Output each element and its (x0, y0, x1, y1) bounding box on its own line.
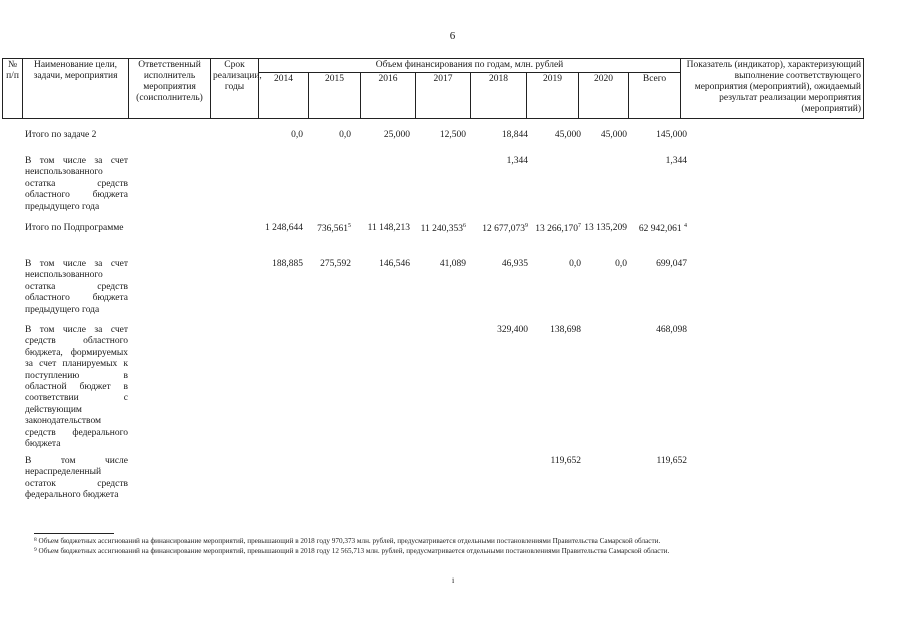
cell-2020: 0,0 (615, 259, 627, 269)
cell-2020: 45,000 (600, 130, 627, 140)
footnote-ref: 5 (348, 223, 351, 229)
cell-2015: 275,592 (320, 259, 351, 269)
header-funding-title: Объем финансирования по годам, млн. рублей (259, 59, 681, 73)
header-year: 2016 (361, 73, 416, 119)
cell-2019: 0,0 (569, 259, 581, 269)
cell-total: 468,098 (656, 325, 687, 335)
footnote-separator (34, 533, 114, 534)
header-year: 2014 (259, 73, 309, 119)
row-label: В том числе за счет неиспользованного остатка средств областного бюджета предыдущего года (25, 156, 128, 212)
header-name: Наименование цели, задачи, мероприятия (23, 59, 129, 119)
footnote-mark: 8 (34, 537, 37, 543)
header-year: 2018 (471, 73, 527, 119)
header-responsible: Ответственный исполнитель мероприятия (соисполнитель) (129, 59, 211, 119)
table-header (2, 58, 864, 119)
header-num: № п/п (3, 59, 23, 119)
cell-2014: 1 248,644 (265, 223, 303, 233)
cell-2014: 0,0 (291, 130, 303, 140)
row-label: Итого по Подпрограмме (25, 223, 124, 233)
footnote-ref: 6 (463, 223, 466, 229)
row-label: В том числе нераспределенный остаток средств федерального бюджета (25, 456, 128, 501)
header-term: Срок реализации, годы (211, 59, 259, 119)
cell-2019: 119,652 (550, 456, 581, 466)
footnote-ref: 7 (578, 223, 581, 229)
cell-2019: 13 266,170$^7$ (535, 223, 581, 235)
footnote-mark: 9 (34, 547, 37, 553)
cell-2018: 329,400 (497, 325, 528, 335)
footnote-text: Объем бюджетных ассигнований на финансирование мероприятий, превышающий в 2018 году 970,373 млн. рублей, предусматривается отдельными постановлениями Правительства Самарской области. (38, 537, 661, 545)
cell-2017: 41,089 (439, 259, 466, 269)
cell-2018: 1,344 (506, 156, 528, 166)
cell-total: 1,344 (665, 156, 687, 166)
cell-2014: 188,885 (272, 259, 303, 269)
cell-2015: 736,561$^5$ (317, 223, 351, 235)
header-total: Всего (629, 73, 681, 119)
cell-2016: 11 148,213 (367, 223, 410, 233)
cell-2017: 12,500 (439, 130, 466, 140)
page-mark: i (452, 576, 455, 585)
header-year: 2017 (416, 73, 471, 119)
cell-2020: 13 135,209 (584, 223, 627, 233)
footnote (34, 547, 669, 555)
footnote-text: Объем бюджетных ассигнований на финансирование мероприятий, превышающий в 2018 году 12 565,713 млн. рублей, предусматривается отдельными постановлениями Правительства Самарской области. (38, 547, 670, 555)
cell-total: 145,000 (656, 130, 687, 140)
cell-2016: 25,000 (383, 130, 410, 140)
footnote-ref: 4 (684, 223, 687, 229)
footnote-ref: 9 (525, 223, 528, 229)
cell-2015: 0,0 (339, 130, 351, 140)
cell-total: 62 942,061 $^4$ (638, 223, 687, 235)
cell-total: 119,652 (656, 456, 687, 466)
cell-2018: 46,935 (501, 259, 528, 269)
cell-total: 699,047 (656, 259, 687, 269)
header-year: 2015 (309, 73, 361, 119)
cell-2017: 11 240,353$^6$ (420, 223, 466, 235)
row-label: В том числе за счет неиспользованного остатка средств областного бюджета предыдущего года (25, 259, 128, 315)
footnote (34, 537, 660, 545)
cell-2018: 12 677,073$^9$ (482, 223, 528, 235)
page-number: 6 (449, 30, 456, 42)
header-year: 2020 (579, 73, 629, 119)
row-label: Итого по задаче 2 (25, 130, 97, 140)
cell-2016: 146,546 (379, 259, 410, 269)
header-indicator: Показатель (индикатор), характеризующий выполнение соответствующего мероприятия (мероприятий), ожидаемый результат реализации мероприятия (мероприятий) (681, 59, 864, 119)
row-label: В том числе за счет средств областного бюджета, формируемых за счет планируемых к поступлению в областной бюджет в соответствии с действующим законодательством средств федерального бюджета (25, 325, 128, 450)
cell-2019: 45,000 (554, 130, 581, 140)
header-year: 2019 (527, 73, 579, 119)
cell-2018: 18,844 (501, 130, 528, 140)
cell-2019: 138,698 (550, 325, 581, 335)
